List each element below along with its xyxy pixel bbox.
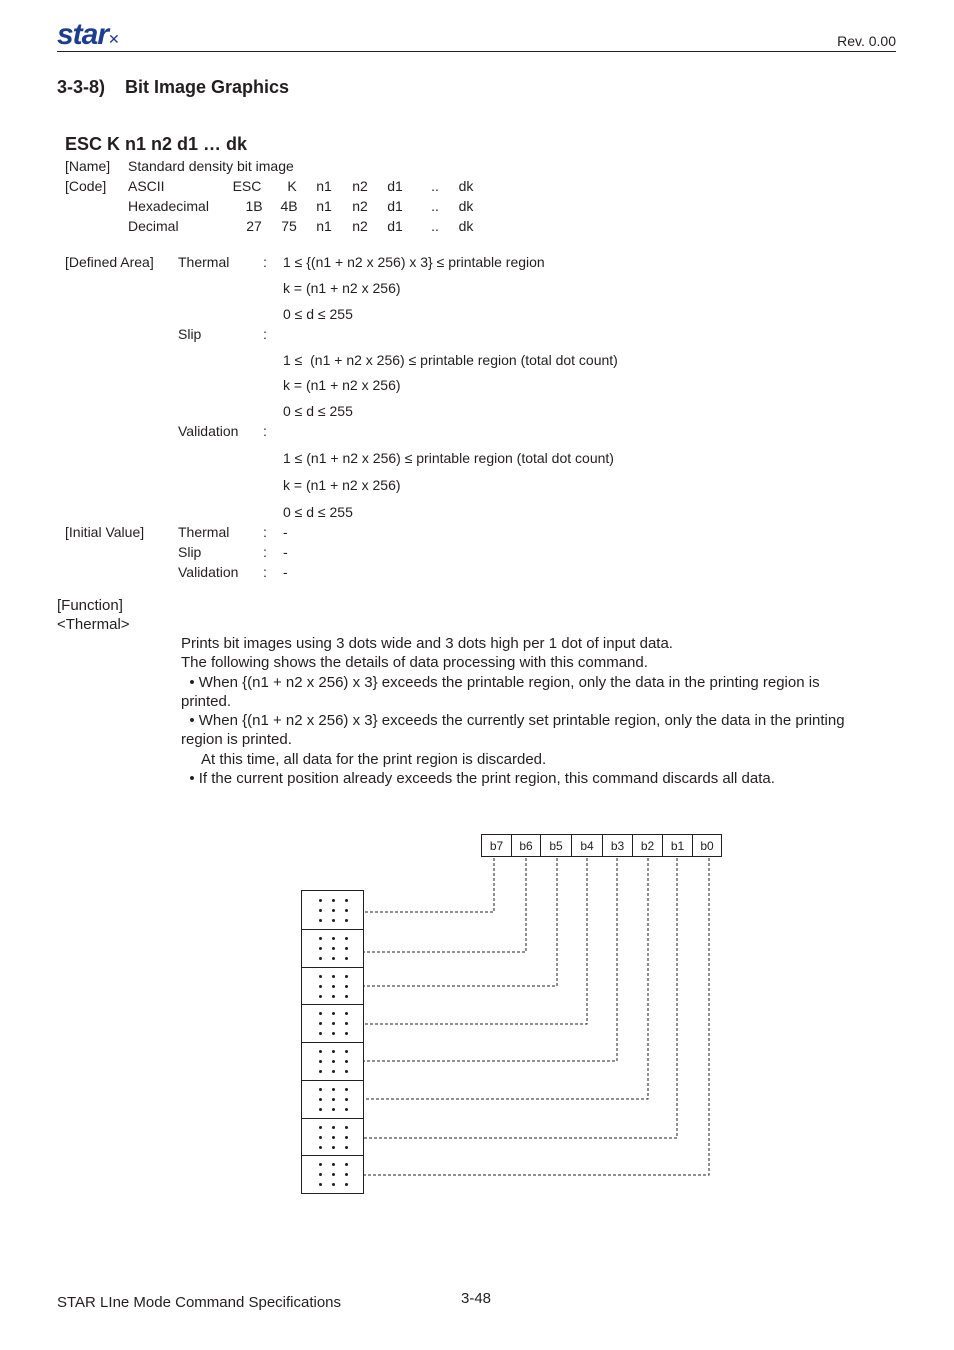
code-cell: n1 xyxy=(316,198,332,214)
print-dot xyxy=(332,1050,335,1053)
print-dot xyxy=(332,1022,335,1025)
print-dot xyxy=(332,1126,335,1129)
defined-area-validation-label: Validation xyxy=(178,423,239,439)
colon: : xyxy=(263,524,267,540)
print-dot xyxy=(345,1050,348,1053)
print-dot xyxy=(345,909,348,912)
print-dot xyxy=(345,1012,348,1015)
code-cell: d1 xyxy=(387,198,403,214)
print-dot xyxy=(319,1183,322,1186)
code-cell: .. xyxy=(431,218,439,234)
print-dot xyxy=(319,947,322,950)
connector-b4 xyxy=(364,858,587,1024)
print-dot xyxy=(345,1173,348,1176)
connector-b0 xyxy=(364,858,709,1175)
bit-cell-b7: b7 xyxy=(481,834,512,857)
print-dot xyxy=(345,1088,348,1091)
initial-row-label: Thermal xyxy=(178,524,230,540)
print-dot xyxy=(319,1022,322,1025)
code-cell: n2 xyxy=(352,218,368,234)
code-cell: dk xyxy=(458,218,474,234)
print-dot xyxy=(332,1070,335,1073)
print-dot xyxy=(319,899,322,902)
code-cell: dk xyxy=(458,178,474,194)
code-cell: K xyxy=(287,178,297,194)
print-dot xyxy=(319,1136,322,1139)
code-cell: .. xyxy=(431,178,439,194)
print-dot xyxy=(345,947,348,950)
defined-area-thermal-label: Thermal xyxy=(178,254,230,270)
print-dot xyxy=(345,1108,348,1111)
print-dot xyxy=(345,985,348,988)
print-dot xyxy=(332,1183,335,1186)
defined-area-label: [Defined Area] xyxy=(65,254,154,270)
bit-cell-b6: b6 xyxy=(511,834,541,857)
colon: : xyxy=(263,254,267,270)
defined-area-line: k = (n1 + n2 x 256) xyxy=(283,377,401,393)
initial-row-value: - xyxy=(283,564,288,580)
code-cell: 27 xyxy=(246,218,262,234)
print-dot xyxy=(319,975,322,978)
code-cell: n2 xyxy=(352,198,368,214)
function-line: The following shows the details of data processing with this command. xyxy=(181,654,648,671)
colon: : xyxy=(263,423,267,439)
print-dot xyxy=(345,1146,348,1149)
print-dot xyxy=(332,1032,335,1035)
print-dot xyxy=(319,1060,322,1063)
print-dot xyxy=(319,1012,322,1015)
grid-row-divider xyxy=(302,929,363,930)
print-dot xyxy=(345,1098,348,1101)
command-title: ESC K n1 n2 d1 … dk xyxy=(65,134,248,154)
code-cell: n1 xyxy=(316,218,332,234)
code-cell: 4B xyxy=(280,198,298,214)
print-dot xyxy=(319,957,322,960)
print-dot xyxy=(332,1136,335,1139)
function-sub-label: <Thermal> xyxy=(57,616,130,633)
bit-cell-b2: b2 xyxy=(632,834,663,857)
grid-row-divider xyxy=(302,1042,363,1043)
print-dot xyxy=(319,985,322,988)
code-cell: 1B xyxy=(245,198,263,214)
print-dot xyxy=(345,899,348,902)
function-line: region is printed. xyxy=(181,731,292,748)
print-dot xyxy=(332,1098,335,1101)
print-dot xyxy=(319,1146,322,1149)
grid-row-divider xyxy=(302,1155,363,1156)
function-line: At this time, all data for the print region is discarded. xyxy=(181,751,547,768)
defined-area-line: 0 ≤ d ≤ 255 xyxy=(283,403,353,419)
defined-area-line: 0 ≤ d ≤ 255 xyxy=(283,306,353,322)
code-cell: 75 xyxy=(281,218,297,234)
connector-b5 xyxy=(364,858,557,986)
print-dot xyxy=(345,1183,348,1186)
initial-row-value: - xyxy=(283,544,288,560)
print-dot xyxy=(332,1108,335,1111)
print-dot xyxy=(332,937,335,940)
dot-grid xyxy=(301,890,364,1194)
print-dot xyxy=(345,919,348,922)
print-dot xyxy=(319,1108,322,1111)
footer-page-number: 3-48 xyxy=(461,1290,492,1307)
print-dot xyxy=(319,1098,322,1101)
initial-value-label: [Initial Value] xyxy=(65,524,145,540)
print-dot xyxy=(319,1050,322,1053)
print-dot xyxy=(332,899,335,902)
header-rule xyxy=(57,51,896,52)
connector-b6 xyxy=(364,858,526,952)
print-dot xyxy=(332,975,335,978)
footer-doc-title: STAR LIne Mode Command Specifications xyxy=(57,1294,342,1311)
code-cell: dk xyxy=(458,198,474,214)
bit-cell-b4: b4 xyxy=(571,834,603,857)
code-row-label: ASCII xyxy=(128,178,165,194)
logo-text: star xyxy=(57,18,109,51)
print-dot xyxy=(332,1060,335,1063)
code-cell: ESC xyxy=(232,178,262,194)
print-dot xyxy=(319,909,322,912)
print-dot xyxy=(332,909,335,912)
print-dot xyxy=(345,1032,348,1035)
print-dot xyxy=(332,995,335,998)
bit-cell-b0: b0 xyxy=(692,834,722,857)
grid-row-divider xyxy=(302,1004,363,1005)
colon: : xyxy=(263,326,267,342)
print-dot xyxy=(332,947,335,950)
function-line: • If the current position already exceeds the print region, this command discards all data. xyxy=(181,770,775,787)
bit-cell-b1: b1 xyxy=(662,834,693,857)
print-dot xyxy=(332,985,335,988)
connector-b7 xyxy=(364,858,494,912)
name-value: Standard density bit image xyxy=(128,158,294,174)
print-dot xyxy=(345,1126,348,1129)
grid-row-divider xyxy=(302,967,363,968)
defined-area-line: 1 ≤ (n1 + n2 x 256) ≤ printable region (total dot count) xyxy=(283,450,614,466)
print-dot xyxy=(345,1136,348,1139)
print-dot xyxy=(319,995,322,998)
grid-row-divider xyxy=(302,1118,363,1119)
function-line: Prints bit images using 3 dots wide and 3 dots high per 1 dot of input data. xyxy=(181,635,673,652)
connector-b1 xyxy=(364,858,677,1138)
print-dot xyxy=(345,937,348,940)
defined-area-line: 1 ≤ {(n1 + n2 x 256) x 3} ≤ printable region xyxy=(283,254,545,270)
initial-row-label: Slip xyxy=(178,544,202,560)
print-dot xyxy=(319,1126,322,1129)
code-cell: .. xyxy=(431,198,439,214)
function-line: printed. xyxy=(181,693,232,710)
defined-area-line: k = (n1 + n2 x 256) xyxy=(283,477,401,493)
revision-label: Rev. 0.00 xyxy=(837,33,896,49)
print-dot xyxy=(332,1088,335,1091)
print-dot xyxy=(345,995,348,998)
name-label: [Name] xyxy=(65,158,111,174)
print-dot xyxy=(332,1173,335,1176)
defined-area-slip-label: Slip xyxy=(178,326,202,342)
function-line: • When {(n1 + n2 x 256) x 3} exceeds the printable region, only the data in the printing region is xyxy=(181,674,820,691)
bit-cell-b5: b5 xyxy=(540,834,572,857)
code-cell: d1 xyxy=(387,178,403,194)
print-dot xyxy=(319,1163,322,1166)
code-cell: n1 xyxy=(316,178,332,194)
print-dot xyxy=(319,1070,322,1073)
print-dot xyxy=(332,919,335,922)
print-dot xyxy=(319,919,322,922)
defined-area-line: 0 ≤ d ≤ 255 xyxy=(283,504,353,520)
initial-row-label: Validation xyxy=(178,564,239,580)
print-dot xyxy=(345,957,348,960)
colon: : xyxy=(263,564,267,580)
code-row-label: Hexadecimal xyxy=(128,198,209,214)
star-logo xyxy=(57,20,120,50)
print-dot xyxy=(345,1022,348,1025)
connector-b2 xyxy=(364,858,648,1099)
section-title: 3-3-8) Bit Image Graphics xyxy=(57,77,290,97)
code-cell: n2 xyxy=(352,178,368,194)
grid-row-divider xyxy=(302,1080,363,1081)
print-dot xyxy=(332,1012,335,1015)
print-dot xyxy=(345,975,348,978)
code-row-label: Decimal xyxy=(128,218,179,234)
print-dot xyxy=(319,1088,322,1091)
print-dot xyxy=(319,937,322,940)
code-label: [Code] xyxy=(65,178,107,194)
connector-b3 xyxy=(364,858,617,1061)
code-cell: d1 xyxy=(387,218,403,234)
defined-area-line: k = (n1 + n2 x 256) xyxy=(283,280,401,296)
print-dot xyxy=(332,1146,335,1149)
print-dot xyxy=(319,1173,322,1176)
colon: : xyxy=(263,544,267,560)
print-dot xyxy=(332,1163,335,1166)
print-dot xyxy=(319,1032,322,1035)
function-line: • When {(n1 + n2 x 256) x 3} exceeds the currently set printable region, only the data in the printing xyxy=(181,712,845,729)
initial-row-value: - xyxy=(283,524,288,540)
function-label: [Function] xyxy=(57,597,123,614)
defined-area-line: 1 ≤ (n1 + n2 x 256) ≤ printable region (total dot count) xyxy=(283,352,618,368)
print-dot xyxy=(345,1060,348,1063)
print-dot xyxy=(345,1070,348,1073)
print-dot xyxy=(332,957,335,960)
logo-mark-icon: ✕ xyxy=(108,31,120,47)
bit-cell-b3: b3 xyxy=(602,834,633,857)
print-dot xyxy=(345,1163,348,1166)
